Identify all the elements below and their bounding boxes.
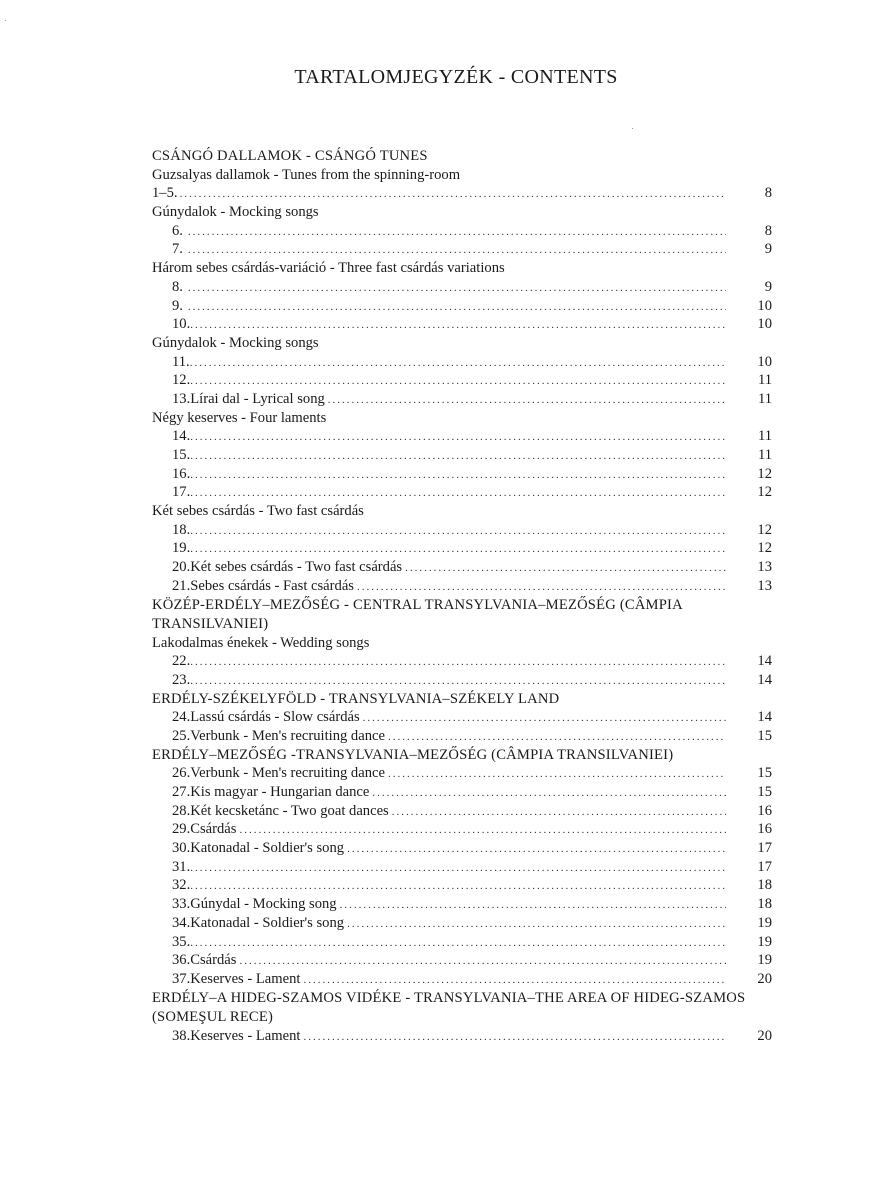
- page-number: 13: [757, 559, 772, 576]
- dot-leader: [357, 578, 726, 597]
- toc-entry: [152, 222, 772, 241]
- dot-leader: [347, 915, 726, 934]
- toc-entry: [152, 483, 772, 502]
- entry-number: 7.: [172, 241, 183, 258]
- group-heading: Négy keserves - Four laments: [152, 409, 327, 426]
- toc-entry: [152, 970, 772, 989]
- toc-entry: [152, 820, 772, 839]
- entry-title: Csárdás: [190, 952, 237, 969]
- toc-entry: [152, 184, 772, 203]
- page-number: 15: [757, 765, 772, 782]
- dot-leader: [372, 784, 726, 803]
- page-number: 16: [757, 821, 772, 838]
- entry-number: 18.: [172, 521, 191, 538]
- dot-leader: [190, 859, 726, 878]
- dot-leader: [188, 298, 726, 317]
- page-number: 13: [757, 577, 772, 594]
- entry-title: Két sebes csárdás - Two fast csárdás: [190, 559, 403, 576]
- section-heading: ERDÉLY–A HIDEG-SZAMOS VIDÉKE - TRANSYLVANIA–THE AREA OF HIDEG-SZAMOS (SOMEŞUL RECE): [152, 989, 746, 1025]
- group-heading: Két sebes csárdás - Two fast csárdás: [152, 503, 364, 520]
- group-heading: Gúnydalok - Mocking songs: [152, 334, 319, 351]
- dot-leader: [190, 877, 726, 896]
- dot-leader: [303, 971, 726, 990]
- group-heading: Guzsalyas dallamok - Tunes from the spinning-room: [152, 166, 461, 183]
- page-number: 17: [757, 858, 772, 875]
- table-of-contents: [152, 147, 772, 1045]
- section-heading: KÖZÉP-ERDÉLY–MEZŐSÉG - CENTRAL TRANSYLVANIA–MEZŐSÉG (CÂMPIA TRANSILVANIEI): [152, 596, 683, 632]
- entry-number: 30.: [172, 840, 191, 857]
- entry-number: 38.: [172, 1027, 191, 1044]
- dot-leader: [190, 428, 726, 447]
- toc-entry: [152, 539, 772, 558]
- toc-entry: [152, 446, 772, 465]
- entry-number: 11.: [172, 353, 190, 370]
- page-number: 18: [757, 877, 772, 894]
- group-heading: Gúnydalok - Mocking songs: [152, 204, 319, 221]
- page-number: 20: [757, 970, 772, 987]
- entry-title: Sebes csárdás - Fast csárdás: [190, 577, 354, 594]
- group-heading: Három sebes csárdás-variáció - Three fast csárdás variations: [152, 260, 505, 277]
- dot-leader: [388, 765, 726, 784]
- entry-number: 10.: [172, 316, 191, 333]
- toc-entry: [152, 876, 772, 895]
- entry-number: 33.: [172, 896, 191, 913]
- page-number: 19: [757, 933, 772, 950]
- entry-number: 12.: [172, 372, 191, 389]
- entry-title: Lassú csárdás - Slow csárdás: [190, 709, 360, 726]
- entry-title: Csárdás: [190, 821, 237, 838]
- entry-title: Keserves - Lament: [190, 1027, 301, 1044]
- dot-leader: [190, 540, 726, 559]
- entry-number: 9.: [172, 297, 183, 314]
- toc-entry: [152, 390, 772, 409]
- page-number: 15: [757, 784, 772, 800]
- dot-leader: [190, 447, 726, 466]
- toc-entry: [152, 240, 772, 259]
- dot-leader: [188, 241, 726, 260]
- page-number: 12: [757, 540, 772, 557]
- entry-number: 1–5.: [152, 185, 178, 202]
- page-number: 11: [757, 428, 772, 445]
- section-heading: ERDÉLY–MEZŐSÉG -TRANSYLVANIA–MEZŐSÉG (CÂMPIA TRANSILVANIEI): [152, 746, 674, 763]
- toc-entry: [152, 558, 772, 577]
- page-number: 15: [757, 727, 772, 744]
- entry-number: 36.: [172, 952, 191, 969]
- dot-leader: [188, 223, 726, 242]
- entry-number: 35.: [172, 933, 191, 950]
- entry-number: 24.: [172, 709, 191, 726]
- entry-number: 13.: [172, 390, 191, 407]
- dot-leader: [239, 821, 726, 840]
- dot-leader: [190, 522, 726, 541]
- page-number: 11: [757, 372, 772, 389]
- entry-title: Verbunk - Men's recruiting dance: [190, 765, 385, 782]
- entry-number: 17.: [172, 484, 191, 501]
- toc-entry: [152, 951, 772, 970]
- page-number: 8: [764, 222, 772, 239]
- page-number: 9: [764, 278, 772, 295]
- entry-number: 37.: [172, 970, 191, 987]
- toc-entry: [152, 783, 772, 802]
- toc-entry: [152, 652, 772, 671]
- entry-title: Gúnydal - Mocking song: [190, 896, 337, 913]
- entry-number: 16.: [172, 465, 191, 482]
- entry-title: Lírai dal - Lyrical song: [190, 390, 325, 407]
- entry-number: 25.: [172, 727, 191, 744]
- toc-entry: [152, 933, 772, 952]
- toc-entry: [152, 371, 772, 390]
- entry-number: 26.: [172, 765, 191, 782]
- dot-leader: [180, 185, 726, 204]
- toc-entry: [152, 521, 772, 540]
- toc-entry: [152, 1027, 772, 1046]
- entry-number: 8.: [172, 278, 183, 295]
- dot-leader: [392, 803, 726, 822]
- toc-entry: [152, 802, 772, 821]
- entry-number: 6.: [172, 222, 183, 239]
- group-heading: Lakodalmas énekek - Wedding songs: [152, 634, 370, 651]
- entry-number: 14.: [172, 428, 191, 445]
- dot-leader: [190, 672, 726, 691]
- entry-number: 19.: [172, 540, 191, 557]
- entry-number: 22.: [172, 653, 191, 670]
- toc-entry: [152, 465, 772, 484]
- entry-number: 34.: [172, 914, 191, 931]
- entry-title: Két kecsketánc - Two goat dances: [190, 802, 389, 819]
- dot-leader: [190, 484, 726, 503]
- toc-entry: [152, 427, 772, 446]
- page-number: 18: [757, 896, 772, 913]
- toc-entry: [152, 764, 772, 783]
- dot-leader: [328, 391, 726, 410]
- page-number: 14: [757, 671, 772, 688]
- dot-leader: [190, 316, 726, 335]
- entry-title: Kis magyar - Hungarian dance: [190, 784, 370, 800]
- toc-entry: [152, 353, 772, 372]
- dot-leader: [303, 1028, 726, 1047]
- dot-leader: [340, 896, 726, 915]
- entry-number: 28.: [172, 802, 191, 819]
- page-number: 11: [757, 390, 772, 407]
- toc-entry: [152, 671, 772, 690]
- page-number: 10: [757, 353, 772, 370]
- scan-speck: [632, 128, 633, 129]
- page-number: 20: [757, 1027, 772, 1044]
- dot-leader: [405, 559, 726, 578]
- entry-number: 29.: [172, 821, 191, 838]
- page-number: 19: [757, 914, 772, 931]
- page-number: 10: [757, 297, 772, 314]
- toc-entry: [152, 914, 772, 933]
- entry-number: 32.: [172, 877, 191, 894]
- page-number: 8: [764, 185, 772, 202]
- page-number: 17: [757, 840, 772, 857]
- toc-entry: [152, 727, 772, 746]
- page-title: TARTALOMJEGYZÉK - CONTENTS: [294, 66, 618, 88]
- dot-leader: [190, 466, 726, 485]
- dot-leader: [190, 354, 726, 373]
- section-heading: CSÁNGÓ DALLAMOK - CSÁNGÓ TUNES: [152, 148, 428, 164]
- toc-entry: [152, 297, 772, 316]
- dot-leader: [239, 952, 726, 971]
- page-number: 9: [764, 241, 772, 258]
- entry-number: 21.: [172, 577, 191, 594]
- dot-leader: [190, 653, 726, 672]
- toc-entry: [152, 577, 772, 596]
- entry-title: Keserves - Lament: [190, 970, 301, 987]
- page-number: 12: [757, 465, 772, 482]
- entry-number: 31.: [172, 858, 191, 875]
- entry-number: 15.: [172, 447, 191, 463]
- entry-title: Katonadal - Soldier's song: [190, 914, 345, 931]
- page-number: 16: [757, 802, 772, 819]
- toc-entry: [152, 895, 772, 914]
- toc-entry: [152, 278, 772, 297]
- section-heading: ERDÉLY-SZÉKELYFÖLD - TRANSYLVANIA–SZÉKELY LAND: [152, 690, 560, 707]
- page-number: 14: [757, 653, 772, 670]
- toc-entry: [152, 315, 772, 334]
- dot-leader: [363, 709, 726, 728]
- entry-number: 23.: [172, 671, 191, 688]
- toc-entry: [152, 858, 772, 877]
- toc-entry: [152, 708, 772, 727]
- scan-speck: [5, 20, 6, 21]
- page-number: 10: [757, 316, 772, 333]
- entry-title: Katonadal - Soldier's song: [190, 840, 345, 857]
- dot-leader: [188, 279, 726, 298]
- dot-leader: [190, 372, 726, 391]
- dot-leader: [388, 728, 726, 747]
- toc-entry: [152, 839, 772, 858]
- page-number: 14: [757, 709, 772, 726]
- entry-number: 27.: [172, 784, 191, 800]
- entry-number: 20.: [172, 559, 191, 576]
- dot-leader: [347, 840, 726, 859]
- entry-title: Verbunk - Men's recruiting dance: [190, 727, 385, 744]
- page-number: 12: [757, 484, 772, 501]
- dot-leader: [190, 934, 726, 953]
- page-number: 12: [757, 521, 772, 538]
- page-number: 19: [757, 952, 772, 969]
- page-number: 11: [757, 447, 772, 463]
